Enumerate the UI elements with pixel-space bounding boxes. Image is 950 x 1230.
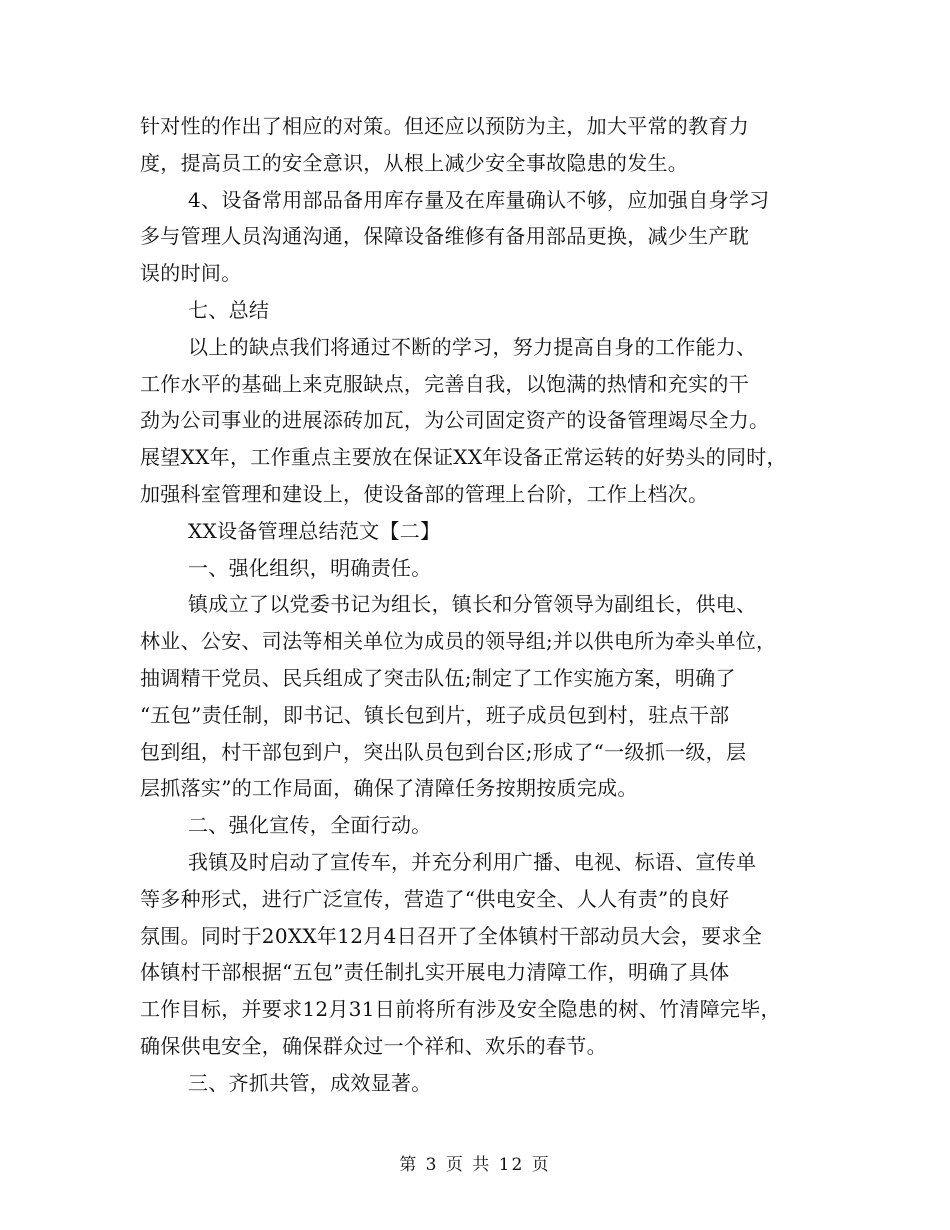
text-line: 多与管理人员沟通沟通，保障设备维修有备用部品更换，减少生产耽 — [140, 224, 749, 249]
text-line: 加强科室管理和建设上，使设备部的管理上台阶，工作上档次。 — [140, 481, 709, 506]
text-line: 展望XX年，工作重点主要放在保证XX年设备正常运转的好势头的同时， — [140, 445, 787, 470]
section-heading: 一、强化组织，明确责任。 — [188, 555, 432, 580]
text-line: 包到组，村干部包到户，突出队员包到台区;形成了“一级抓一级，层 — [140, 739, 747, 764]
text-line: 我镇及时启动了宣传车，并充分利用广播、电视、标语、宣传单 — [188, 849, 757, 874]
text-line: “五包”责任制，即书记、镇长包到片，班子成员包到村，驻点干部 — [140, 702, 730, 727]
text-line: 4、设备常用部品备用库存量及在库量确认不够，应加强自身学习 — [188, 187, 770, 212]
document-body — [140, 108, 830, 1102]
document-subtitle: XX设备管理总结范文【二】 — [188, 518, 441, 543]
text-line: 确保供电安全，确保群众过一个祥和、欢乐的春节。 — [140, 1033, 607, 1058]
text-line: 以上的缺点我们将通过不断的学习，努力提高自身的工作能力、 — [188, 334, 757, 359]
section-heading: 三、齐抓共管，成效显著。 — [188, 1070, 432, 1095]
section-heading: 二、强化宣传，全面行动。 — [188, 813, 432, 838]
text-line: 劲为公司事业的进展添砖加瓦，为公司固定资产的设备管理竭尽全力。 — [140, 408, 770, 433]
text-line: 氛围。同时于20XX年12月4日召开了全体镇村干部动员大会，要求全 — [140, 923, 762, 948]
text-line: 镇成立了以党委书记为组长，镇长和分管领导为副组长，供电、 — [188, 592, 757, 617]
text-line: 工作水平的基础上来克服缺点，完善自我，以饱满的热情和充实的干 — [140, 371, 749, 396]
text-line: 针对性的作出了相应的对策。但还应以预防为主，加大平常的教育力 — [140, 114, 749, 138]
text-line: 工作目标，并要求12月31日前将所有涉及安全隐患的树、竹清障完毕， — [140, 997, 781, 1022]
text-line: 体镇村干部根据“五包”责任制扎实开展电力清障工作，明确了具体 — [140, 960, 730, 985]
text-line: 等多种形式，进行广泛宣传，营造了“供电安全、人人有责”的良好 — [140, 886, 730, 911]
text-line: 层抓落实”的工作局面，确保了清障任务按期按质完成。 — [140, 776, 638, 801]
section-heading: 七、总结 — [188, 297, 270, 322]
page-number: 第 3 页 共 12 页 — [399, 1155, 551, 1175]
text-line: 林业、公安、司法等相关单位为成员的领导组;并以供电所为牵头单位， — [140, 629, 777, 654]
text-line: 误的时间。 — [140, 261, 242, 286]
text-line: 度，提高员工的安全意识，从根上减少安全事故隐患的发生。 — [140, 150, 689, 175]
text-line: 抽调精干党员、民兵组成了突击队伍;制定了工作实施方案，明确了 — [140, 665, 736, 690]
